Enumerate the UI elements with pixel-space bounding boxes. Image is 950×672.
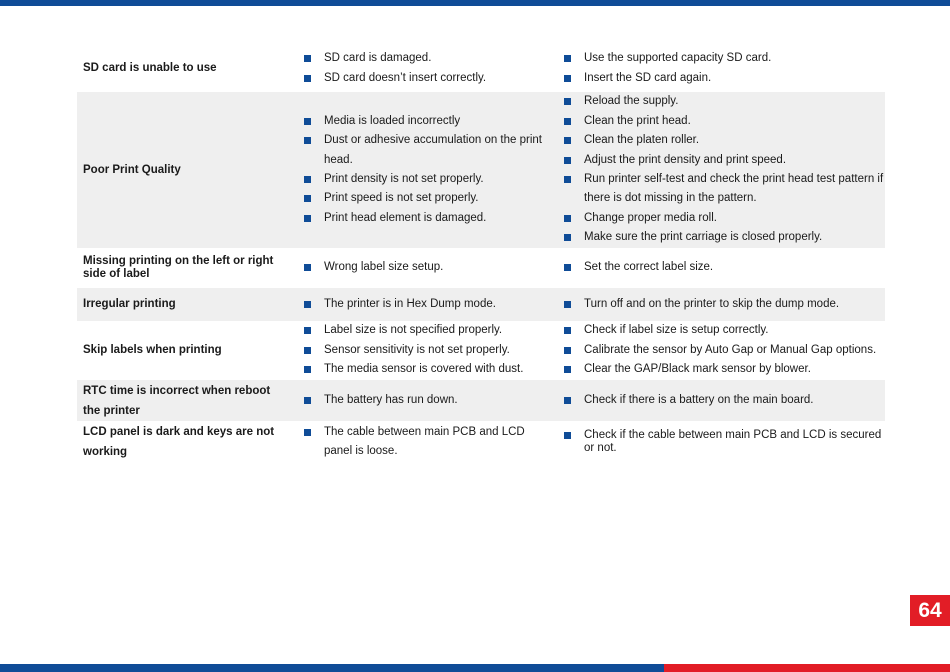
cause-item: SD card is damaged. xyxy=(289,49,549,68)
fix-cell xyxy=(549,92,885,248)
cause-item: Print density is not set properly. xyxy=(289,170,549,189)
problem-cell: Poor Print Quality xyxy=(77,92,289,248)
fix-cell xyxy=(549,380,885,421)
fix-cell xyxy=(549,248,885,288)
fix-cell xyxy=(549,421,885,463)
cause-item: The media sensor is covered with dust. xyxy=(289,360,549,379)
cause-cell xyxy=(289,380,549,421)
fix-item: Check if there is a battery on the main board. xyxy=(549,391,885,410)
table-row xyxy=(77,421,885,463)
fix-item: Check if the cable between main PCB and LCD is secured or not. xyxy=(549,429,885,455)
table-row xyxy=(77,45,885,92)
page-number-badge: 64 xyxy=(910,595,950,626)
cause-item: The cable between main PCB and LCD panel is loose. xyxy=(289,423,549,462)
problem-cell: RTC time is incorrect when reboot the printer xyxy=(77,380,289,421)
table-row xyxy=(77,321,885,380)
table-row xyxy=(77,380,885,421)
fix-item: Clear the GAP/Black mark sensor by blower. xyxy=(549,360,885,379)
table-row xyxy=(77,288,885,321)
fix-item: Clean the platen roller. xyxy=(549,131,885,150)
fix-item: Reload the supply. xyxy=(549,92,885,111)
problem-cell: Irregular printing xyxy=(77,288,289,321)
cause-cell xyxy=(289,288,549,321)
fix-item: Set the correct label size. xyxy=(549,258,885,277)
cause-item: Label size is not specified properly. xyxy=(289,321,549,340)
cause-cell xyxy=(289,45,549,92)
cause-item: Wrong label size setup. xyxy=(289,258,549,277)
fix-item: Check if label size is setup correctly. xyxy=(549,321,885,340)
fix-cell xyxy=(549,288,885,321)
cause-item: The battery has run down. xyxy=(289,391,549,410)
fix-cell xyxy=(549,45,885,92)
fix-item: Adjust the print density and print speed. xyxy=(549,151,885,170)
table-row xyxy=(77,248,885,288)
cause-cell xyxy=(289,321,549,380)
table-row xyxy=(77,92,885,248)
troubleshooting-table xyxy=(77,45,885,463)
fix-item: Use the supported capacity SD card. xyxy=(549,49,885,68)
problem-cell: Skip labels when printing xyxy=(83,344,222,356)
fix-cell xyxy=(549,321,885,380)
cause-item: Dust or adhesive accumulation on the print head. xyxy=(289,131,549,170)
fix-item: Change proper media roll. xyxy=(549,209,885,228)
fix-item: Turn off and on the printer to skip the dump mode. xyxy=(549,295,885,314)
fix-item: Calibrate the sensor by Auto Gap or Manual Gap options. xyxy=(549,341,885,360)
cause-item: Sensor sensitivity is not set properly. xyxy=(289,341,549,360)
cause-item: Print head element is damaged. xyxy=(289,209,549,228)
problem-cell: LCD panel is dark and keys are not working xyxy=(83,426,275,458)
cause-cell xyxy=(289,248,549,288)
cause-item: Print speed is not set properly. xyxy=(289,189,549,208)
fix-item: Insert the SD card again. xyxy=(549,69,885,88)
cause-cell xyxy=(289,421,549,463)
cause-item: The printer is in Hex Dump mode. xyxy=(289,295,549,314)
fix-item: Clean the print head. xyxy=(549,112,885,131)
top-accent-bar xyxy=(0,0,950,6)
bottom-accent-bar xyxy=(0,664,950,672)
problem-cell: Missing printing on the left or right side of label xyxy=(83,255,274,280)
cause-item: Media is loaded incorrectly xyxy=(289,112,549,131)
cause-cell xyxy=(289,92,549,248)
problem-cell: SD card is unable to use xyxy=(83,62,217,74)
bottom-red-segment xyxy=(664,664,950,672)
cause-item: SD card doesn’t insert correctly. xyxy=(289,69,549,88)
fix-item: Run printer self-test and check the print head test pattern if there is dot missing in the pattern. xyxy=(549,170,885,209)
fix-item: Make sure the print carriage is closed properly. xyxy=(549,228,885,247)
